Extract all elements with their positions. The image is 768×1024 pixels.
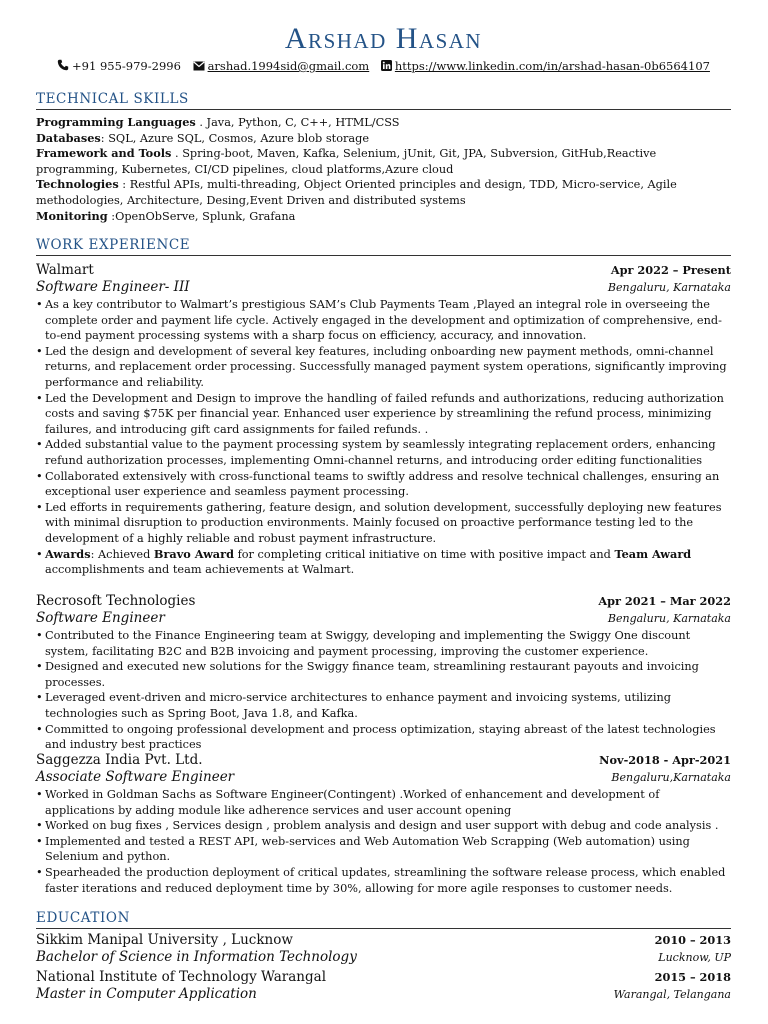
job-recrosoft <box>36 592 731 753</box>
skill-label: Technologies <box>36 177 119 192</box>
job-role: Associate Software Engineer <box>36 769 235 785</box>
linkedin-contact[interactable] <box>381 59 710 73</box>
job-location: Bengaluru,Karnataka <box>611 771 731 784</box>
list-item: • Worked in Goldman Sachs as Software Engineer(Contingent) .Worked of enhancement and development of applications by adding module like adherence services and user account opening <box>45 787 731 818</box>
skills-list <box>36 115 731 224</box>
job-bullets <box>36 628 731 753</box>
contact-line <box>36 59 731 73</box>
skill-row <box>36 146 731 177</box>
company-name: Recrosoft Technologies <box>36 593 196 609</box>
skill-label: Monitoring <box>36 208 108 223</box>
skill-separator: : <box>100 131 109 145</box>
skill-row <box>36 115 731 131</box>
resume-page <box>36 0 731 1024</box>
skill-value: OpenObServe, Splunk, Grafana <box>115 209 296 223</box>
awards-text: accomplishments and team achievements at Walmart. <box>45 563 355 577</box>
degree-name: Bachelor of Science in Information Technology <box>36 949 357 965</box>
list-item: • Contributed to the Finance Engineering team at Swiggy, developing and implementing the Swiggy One discount system, facilitating B2C and B2B invoicing and payment processing, improving the customer experience. <box>45 628 731 659</box>
job-location: Bengaluru, Karnataka <box>607 612 731 625</box>
job-walmart <box>36 261 731 578</box>
job-role: Software Engineer <box>36 610 165 626</box>
phone-icon <box>57 59 69 71</box>
candidate-name: Arshad Hasan <box>284 22 483 55</box>
skill-row <box>36 177 731 208</box>
awards-item <box>45 547 731 578</box>
education-item <box>36 968 731 1003</box>
list-item: • Implemented and tested a REST API, web-services and Web Automation Web Scrapping (Web automation) using Selenium and python. <box>45 834 731 865</box>
skill-value: Java, Python, C, C++, HTML/CSS <box>206 116 400 129</box>
experience-section-title: WORK EXPERIENCE <box>36 237 731 256</box>
skill-value: Spring-boot, Maven, Kafka, Selenium, jUnit, Git, JPA, Subversion, GitHub,Reactive programming, Kubernetes, CI/CD pipelines, cloud platforms,Azure cloud <box>36 147 657 176</box>
bravo-award: Bravo Award <box>153 546 234 561</box>
list-item: • Led the design and development of several key features, including onboarding new payment methods, omni-channel returns, and replacement order processing. Successfully managed payment system operations, significantly improving performance and reliability. <box>45 344 731 391</box>
envelope-icon <box>193 61 205 71</box>
email-link: arshad.1994sid@gmail.com <box>207 59 370 73</box>
company-name: Saggezza India Pvt. Ltd. <box>36 752 203 768</box>
awards-text: for completing critical initiative on time with positive impact and <box>233 547 615 561</box>
skill-row <box>36 209 731 225</box>
awards-label: Awards <box>45 546 91 561</box>
skill-separator: . <box>171 147 183 161</box>
education-location: Warangal, Telangana <box>613 988 731 1001</box>
school-name: Sikkim Manipal University , Lucknow <box>36 932 293 948</box>
job-bullets <box>36 787 731 896</box>
job-bullets <box>36 297 731 578</box>
skill-value: Restful APIs, multi-threading, Object Oriented principles and design, TDD, Micro-service, Agile methodologies, Architecture, Desing,Event Driven and distributed systems <box>36 178 677 207</box>
degree-name: Master in Computer Application <box>36 986 257 1002</box>
skills-section-title: TECHNICAL SKILLS <box>36 91 731 110</box>
skill-separator: . <box>195 116 207 129</box>
list-item: • Leveraged event-driven and micro-service architectures to enhance payment and invoicing systems, utilizing technologies such as Spring Boot, Java 1.8, and Kafka. <box>45 690 731 721</box>
job-dates: Apr 2022 – Present <box>610 263 731 277</box>
education-dates: 2010 – 2013 <box>654 933 731 947</box>
list-item: • Collaborated extensively with cross-functional teams to swiftly address and resolve technical challenges, ensuring an exceptional user experience and seamless payment processing. <box>45 469 731 500</box>
list-item: • Added substantial value to the payment processing system by seamlessly integrating replacement orders, enhancing refund authorization processes, implementing Omni-channel returns, and introducing order editing functionalities <box>45 437 731 468</box>
phone-text: +91 955-979-2996 <box>72 59 181 73</box>
linkedin-link: https://www.linkedin.com/in/arshad-hasan-0b6564107 <box>394 59 710 73</box>
list-item: • Spearheaded the production deployment of critical updates, streamlining the software release process, which enabled faster iterations and reduced deployment time by 30%, allowing for more agile responses to customer needs. <box>45 865 731 896</box>
skill-label: Framework and Tools <box>36 146 172 161</box>
skill-separator: : <box>118 178 130 192</box>
skill-value: SQL, Azure SQL, Cosmos, Azure blob storage <box>108 131 370 145</box>
skill-separator: : <box>107 209 116 223</box>
phone-contact[interactable] <box>57 59 181 73</box>
email-contact[interactable] <box>193 59 370 73</box>
list-item: • Committed to ongoing professional development and process optimization, staying abreast of the latest technologies and industry best practices <box>45 722 731 753</box>
linkedin-icon <box>381 60 392 71</box>
job-role: Software Engineer- III <box>36 279 190 295</box>
education-section-title: EDUCATION <box>36 910 731 929</box>
education-item <box>36 931 731 966</box>
team-award: Team Award <box>614 546 692 561</box>
skill-label: Databases <box>36 130 101 145</box>
job-dates: Nov-2018 - Apr-2021 <box>599 753 731 767</box>
education-dates: 2015 – 2018 <box>654 970 731 984</box>
skill-label: Programming Languages <box>36 115 196 129</box>
list-item: • Designed and executed new solutions for the Swiggy finance team, streamlining restaurant payouts and invoicing processes. <box>45 659 731 690</box>
list-item: • Led the Development and Design to improve the handling of failed refunds and authorizations, reducing authorization costs and saving $75K per financial year. Enhanced user experience by streamlining the refund process, minimizing failures, and introducing gift card assignments for failed refunds. . <box>45 391 731 438</box>
list-item: • As a key contributor to Walmart’s prestigious SAM’s Club Payments Team ,Played an integral role in overseeing the complete order and payment life cycle. Actively engaged in the development and optimization of comprehensive, end-to-end payment processing systems with a sharp focus on efficiency, accuracy, and innovation. <box>45 297 731 344</box>
list-item: • Worked on bug fixes , Services design , problem analysis and design and user support with debug and code analysis . <box>45 818 731 834</box>
school-name: National Institute of Technology Warangal <box>36 969 327 985</box>
job-saggezza <box>36 751 731 896</box>
education-location: Lucknow, UP <box>658 951 731 964</box>
awards-text: : Achieved <box>90 547 154 561</box>
job-dates: Apr 2021 – Mar 2022 <box>598 594 731 608</box>
company-name: Walmart <box>36 262 94 278</box>
skill-row <box>36 131 731 147</box>
list-item: • Led efforts in requirements gathering, feature design, and solution development, successfully deploying new features with minimal disruption to production environments. Mainly focused on proactive performance testing led to the development of a highly reliable and robust payment infrastructure. <box>45 500 731 547</box>
job-location: Bengaluru, Karnataka <box>607 281 731 294</box>
